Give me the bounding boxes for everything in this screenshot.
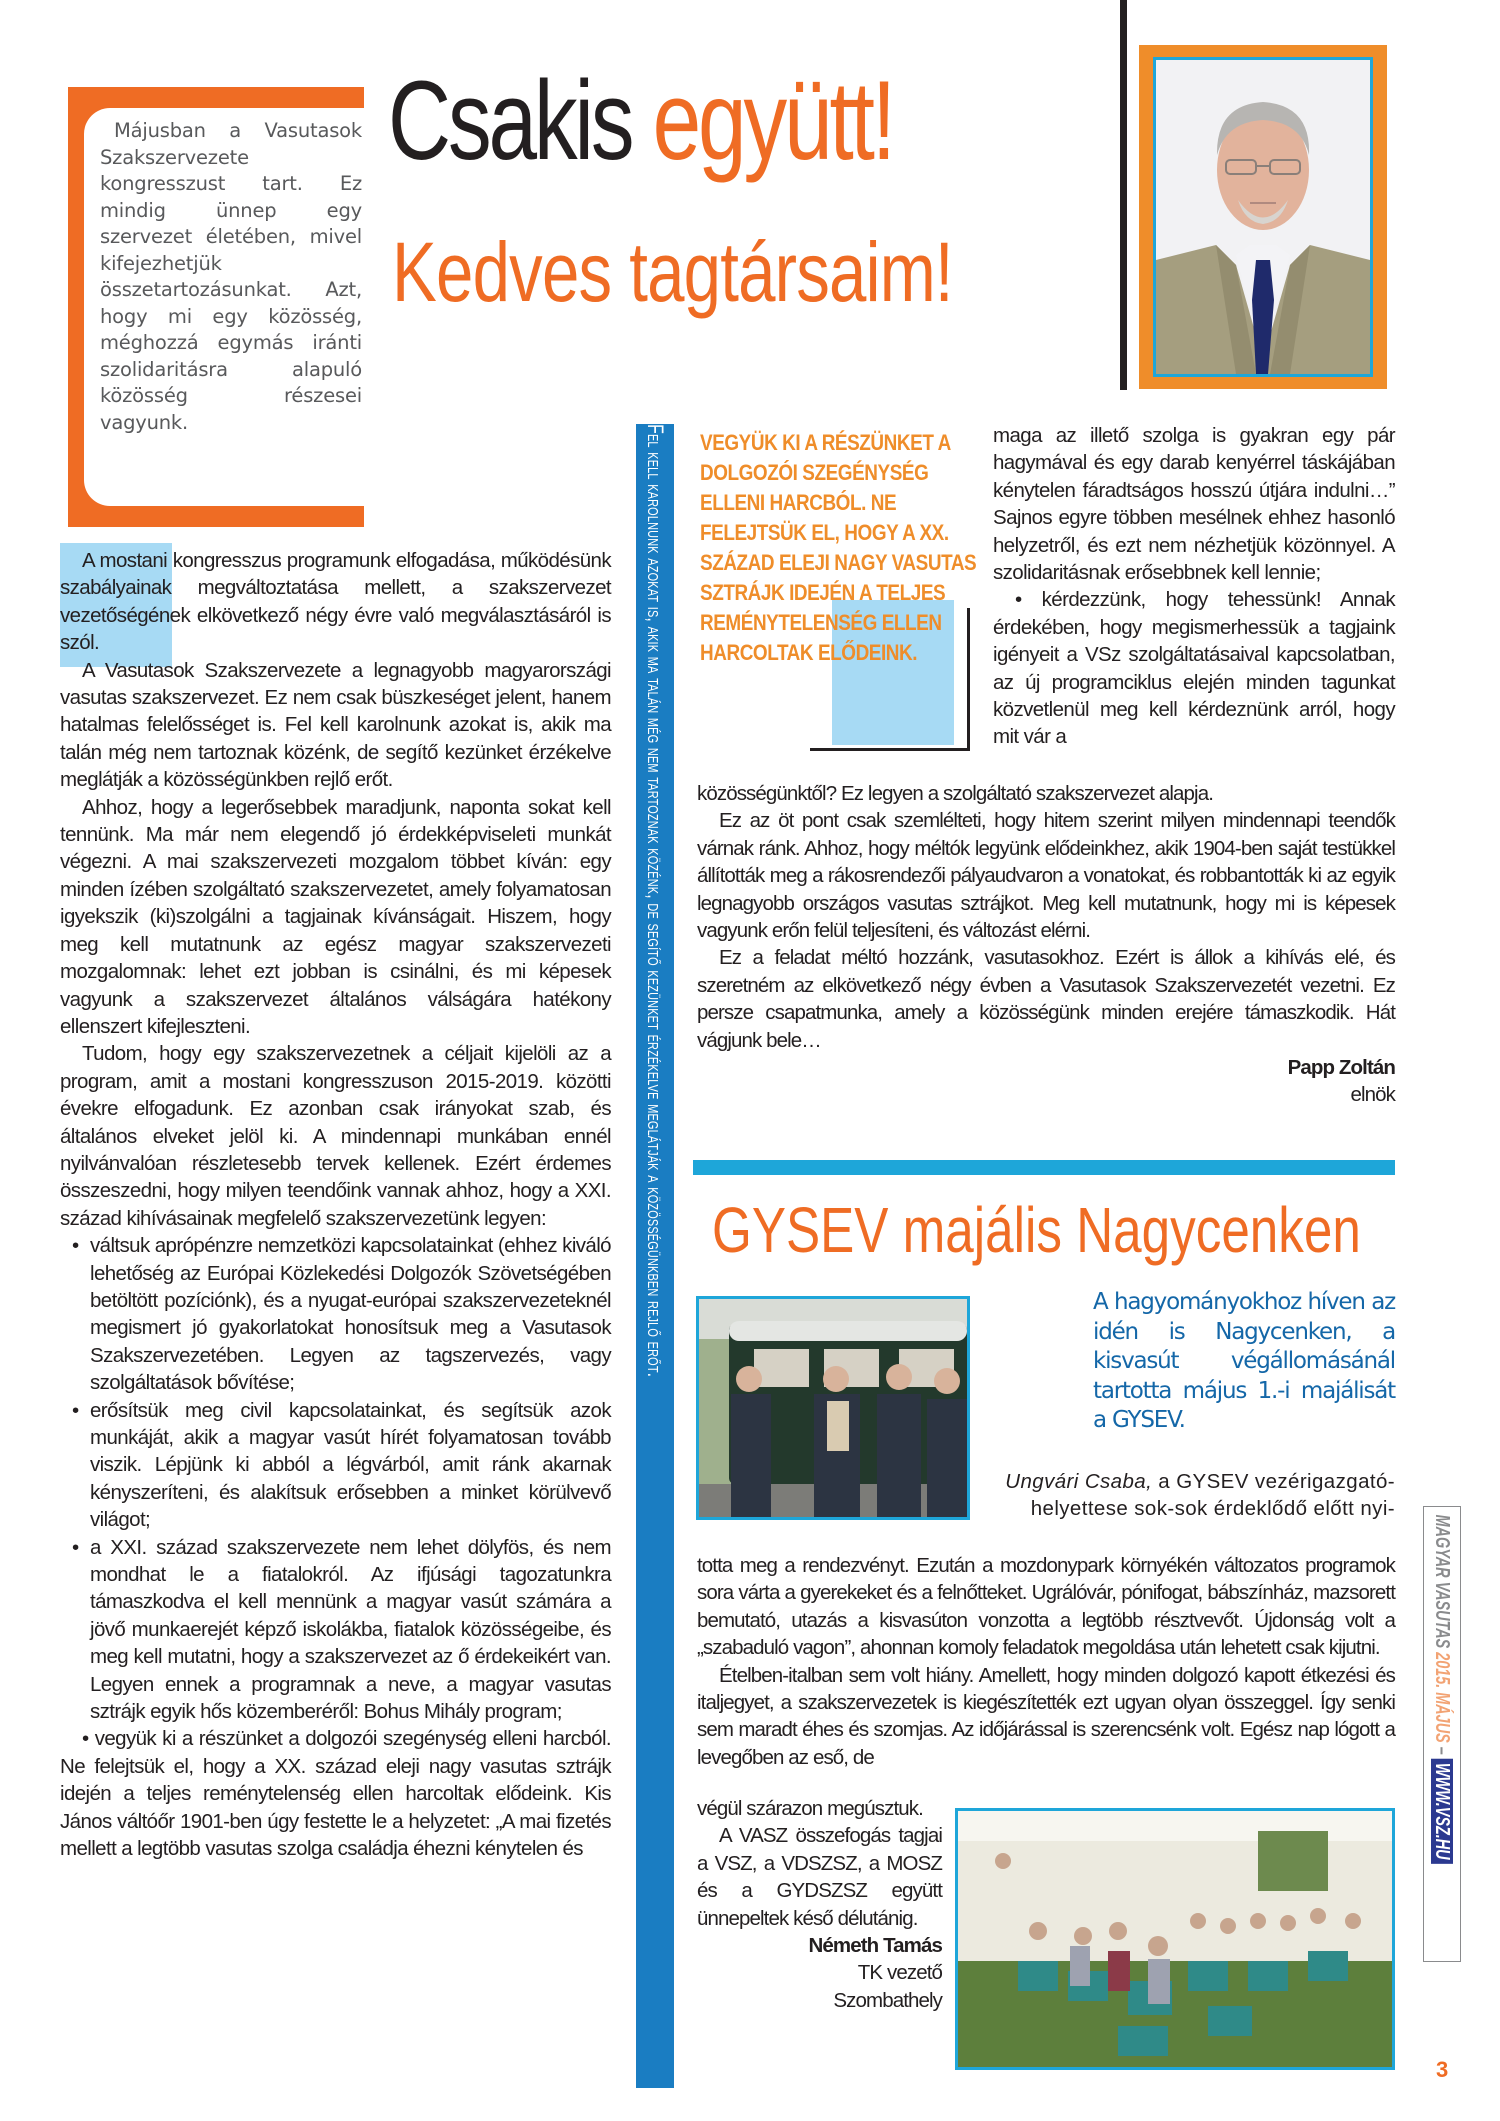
right-column-top — [993, 422, 1395, 751]
paragraph: Ez az öt pont csak szemlélteti, hogy hitem szerint milyen mindennapi teendők várnak ránk. Ahhoz, hogy méltók legyünk elődeinkhez, akik 1904-ben saját testükkel állították meg a rákosrendezői pályaudvaron a vonatokat, és robbantották ki az egyik legnagyobb országos vasutas sztrájkot. Meg kell mutatnunk, hogy mi is képesek vagyunk erőn felül teljesíteni, és változást elérni. — [697, 809, 1395, 943]
bullet-item-inline — [60, 1725, 611, 1862]
portrait-photo — [1153, 57, 1373, 377]
paragraph: Ahhoz, hogy a legerősebbek maradjunk, naponta sokat kell tennünk. Ma már nem elegendő jó érdekképviseleti munkát végezni. A mai szakszervezeti mozgalom többet kíván: egy minden ízében szolgáltató szakszervezetet, amely folyamatosan igyekszik (ki)szolgálni a tagjainak kívánságait. Hiszem, hogy meg kell mutatnunk az egész magyar szakszervezeti mozgalomnak: lehet ezt jobban is csinálni, és mi képesek vagyunk a szakszervezet általános válságára hatékony ellenszert kifejleszteni. — [60, 795, 611, 1038]
children-photo-illustration — [958, 1811, 1392, 2067]
pull-quote — [700, 428, 985, 668]
intro-text — [100, 118, 362, 436]
author-name-text: Németh Tamás — [808, 1934, 942, 1958]
website-link[interactable]: WWW.VSZ.HU — [1431, 1759, 1453, 1864]
right-column-main — [697, 780, 1395, 1109]
person-name: Ungvári Csaba, — [1005, 1470, 1153, 1493]
paragraph: A mostani kongresszus programunk elfogadása, működésünk szabályainak megváltoztatása mellett, a szakszervezet vezetőségének elkövetkező négy évre való megválasztásáról is szól. — [60, 549, 611, 655]
bullet-glyph: • — [1015, 588, 1042, 612]
author-name: Papp Zoltán — [1287, 1056, 1395, 1080]
paragraph: A Vasutasok Szakszervezete a legnagyobb magyarországi vasutas szakszervezet. Ez nem csak büszkeséget jelent, hanem hatalmas felelősséget is. Fel kell karolnunk azokat is, akik ma talán még nem tartoznak közénk, de segítő kezünket érzékelve meglátják a közösségünkben rejlő erőt. — [60, 658, 611, 792]
bullet-item: • erősítsük meg civil kapcsolatainkat, és segítsük azok munkáját, akik a magyar vasút hírét folyamatosan tovább viszik. Lépjünk ki abból a légvárból, amit ránk akarnak kényszeríteni, és alakítsuk erősebben a minket körülvevő világot; — [60, 1397, 611, 1534]
vertical-quote-text — [636, 424, 674, 2088]
headline-part-2: együtt! — [652, 58, 893, 183]
article-intro — [1000, 1468, 1395, 1523]
paragraph: közösségünktől? Ez legyen a szolgáltató szakszervezet alapja. — [697, 782, 1214, 805]
author-role: TK vezető — [857, 1961, 942, 1985]
pull-quote-bracket — [810, 748, 970, 751]
signature-name — [697, 1054, 1395, 1081]
author-place: Szombathely — [833, 1988, 942, 2012]
bullet-item: • a XXI. század szakszervezete nem lehet dölyfös, és nem mondhat le a fiatalokról. Az ifjúsági tagozatunkra támaszkodva el kell mennünk a magyar vasút számára a jövő munkaerejét képző iskolákba, fiatalok közösségeibe, és meg kell mutatni, hogy a szakszervezet az ő érdekeikért van. Legyen ennek a programnak a neve, a magyar vasutas sztrájk egyik hős közemberéről: Bohus Mihály program; — [60, 1534, 611, 1726]
separator: – — [1431, 1746, 1453, 1755]
headline-part-1: Csakis — [388, 58, 632, 183]
article-body — [697, 1552, 1395, 1771]
intro-paragraph: Májusban a Vasutasok Szakszervezete kongresszust tart. Ez mindig ünnep egy szervezet életében, mivel kifejezhetjük összetartozásunkat. Azt, hogy mi egy közösség, méghozzá egymás iránti szolidaritásra alapuló közösség részesei vagyunk. — [100, 119, 362, 434]
paragraph: Ez a feladat méltó hozzánk, vasutasokhoz. Ezért is állok a kihívás elé, és szeretném az elkövetkező négy évben a Vasutasok Szakszervezetét vezetni. Ez persze csapatmunka, amely a közösségünk minden erejére támaszkodik. Hát vágjunk bele… — [697, 946, 1395, 1052]
portrait-illustration — [1156, 60, 1370, 374]
bullet-glyph: • — [82, 1727, 95, 1751]
event-photo-speakers — [696, 1296, 970, 1520]
pull-quote-text: VEGYÜK KI A RÉSZÜNKET A DOLGOZÓI SZEGÉNYSÉG ELLENI HARCBÓL. NE FELEJTSÜK EL, HOGY A XX. SZÁZAD ELEJI NAGY VASUTAS SZTRÁJK IDEJÉN A TELJES REMÉNYTELENSÉG ELLEN HARCOLTAK ELŐDEINK. — [700, 430, 977, 665]
paragraph: totta meg a rendezvényt. Ezután a mozdonypark környékén változatos programok sora várta a gyerekeket és a felnőtteket. Ugrálóvár, pónifogat, bábszínház, mazsorett bemutató, utazás a kisvasúton vonzotta a legtöbb résztvevőt. Újdonság volt a „szabaduló vagon”, ahonnan komoly feladatok megoldása után lehetett csak kijutni. — [697, 1554, 1395, 1660]
pull-quote-bracket — [967, 608, 970, 750]
speakers-photo-illustration — [699, 1299, 967, 1517]
issue-date: 2015. MÁJUS — [1431, 1652, 1453, 1743]
section-divider-bar — [693, 1160, 1395, 1175]
bullet-text: vegyük ki a részünket a dolgozói szegénység elleni harcból. Ne felejtsük el, hogy a XX. század eleji nagy vasutas sztrájk idején a teljes reménytelenség ellen harcoltak elődeink. Kis János váltóőr 1901-ben úgy festette le a helyzetet: „A mai fizetés mellett a legtöbb vasutas szolga családja éhezni kénytelen és — [60, 1727, 611, 1861]
paragraph: végül szárazon megúsztuk. — [697, 1797, 923, 1820]
page-number: 3 — [1436, 2057, 1449, 2082]
paragraph: A VASZ összefogás tagjai a VSZ, a VDSZSZ, a MOSZ és a GYDSZSZ együtt ünnepeltek késő délutánig. — [697, 1824, 942, 1930]
event-photo-children — [955, 1808, 1395, 2070]
intro-rest: a GYSEV vezérigazgató-helyettese sok-sok érdeklődő előtt nyi- — [1030, 1470, 1395, 1521]
bullet-item: • váltsuk aprópénzre nemzetközi kapcsolatainkat (ehhez kiváló lehetőség az Európai Közlekedési Dolgozók Szövetségében betöltött pozíciónk), és a nyugat-európai szakszervezeteknél megismert jó gyakorlatokat honosítsuk meg a Vasutasok Szakszervezetében. Legyen az tagszervezés, vagy szolgáltatások bővítése; — [60, 1232, 611, 1396]
publication-name: MAGYAR VASUTAS — [1431, 1514, 1453, 1649]
vertical-quote-label: Fel kell karolnunk azokat is, akik ma talán még nem tartoznak közénk, de segítő kezünket érzékelve meglátják a közösségünkben rejlő erőt. — [643, 424, 668, 1378]
publication-label — [1423, 1506, 1461, 1962]
article-lede: A hagyományokhoz híven az idén is Nagycenken, a kisvasút végállomásánál tartotta május 1.-i majálisát a GYSEV. — [1093, 1289, 1395, 1433]
intro-line — [1000, 1468, 1395, 1523]
paragraph: Tudom, hogy egy szakszervezetnek a céljait kijelöli az a program, amit a mostani kongresszuson 2015-2019. közötti évekre elfogadunk. Ez azonban csak irányokat szab, és általános elveket jelöl ki. A mindennapi munkában ennél nyilvánvalóan részletesebb tervek kellenek. Ezért érdemes összeszedni, hogy milyen teendőink vannak ahhoz, hogy a XXI. század kihívásainak megfelelő szakszervezetünk legyen: — [60, 1042, 611, 1230]
paragraph: maga az illető szolga is gyakran egy pár hagymával és egy darab kenyérrel táskájában kénytelen fáradtságos hosszú útjára indulni…” Sajnos egyre többen mesélnek ehhez hasonló helyzetről, és ezt nem nézhetjük közönnyel. A szolidaritásnak erősebbnek kell lennie; — [993, 424, 1395, 585]
paragraph: Ételben-italban sem volt hiány. Amellett, hogy minden dolgozó kapott étkezési és italjegyet, a szakszervezetek is kiegészítették ezt ugyan olyan összeggel. Így senki sem maradt éhes és szomjas. Az időjárással is szerencsénk volt. Egész nap lógott a levegőben az eső, de — [697, 1663, 1395, 1769]
bullet-item-inline — [993, 586, 1395, 750]
article-title: GYSEV majális Nagycenken — [712, 1194, 1361, 1266]
subtitle: Kedves tagtársaim! — [392, 225, 953, 319]
signature-role: elnök — [1350, 1083, 1395, 1107]
headline — [388, 56, 893, 186]
left-column — [60, 547, 611, 1863]
bullet-text: kérdezzünk, hogy tehessünk! Annak érdekében, hogy megismerhessük a tagjaink igényeit a VSz szolgáltatásaival kapcsolatban, az új programciklus elején minden tagunkat közvetlenül meg kell kérdeznünk arról, hogy mit vár a — [993, 588, 1395, 749]
divider-line — [1120, 0, 1127, 390]
article-body-bottom — [697, 1795, 942, 2014]
author-name — [697, 1932, 942, 1959]
